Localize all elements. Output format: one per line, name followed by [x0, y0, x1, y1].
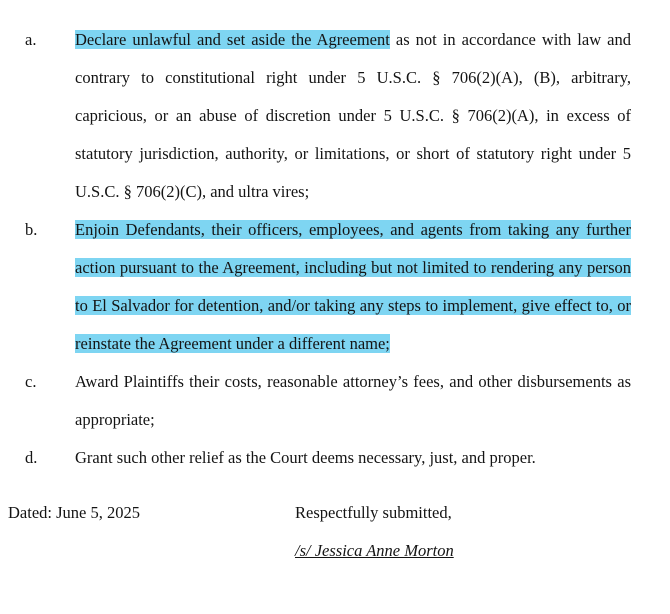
- item-label: c.: [25, 372, 37, 391]
- list-item-b: [8, 211, 631, 363]
- signature-name: /s/ Jessica Anne Morton: [295, 541, 454, 560]
- dated-line: Dated: June 5, 2025: [8, 503, 140, 522]
- item-label: b.: [25, 220, 38, 239]
- item-text: [75, 21, 631, 211]
- list-item-c: [8, 363, 631, 439]
- list-item-d: [8, 439, 631, 477]
- item-label: d.: [25, 448, 38, 467]
- plain-text: Grant such other relief as the Court deems necessary, just, and proper.: [75, 448, 536, 467]
- item-text: [75, 363, 631, 439]
- list-item-a: [8, 21, 631, 211]
- respectfully-line: Respectfully submitted,: [295, 503, 452, 522]
- signature-block: [295, 494, 454, 570]
- relief-list: [8, 21, 631, 477]
- highlighted-text: Enjoin Defendants, their officers, employees, and agents from taking any further action pursuant to the Agreement, including but not limited to rendering any person to El Salvador for detention, and/or taking any steps to implement, give effect to, or reinstate the Agreement under a different name;: [75, 220, 631, 353]
- plain-text: Award Plaintiffs their costs, reasonable attorney’s fees, and other disbursements as appropriate;: [75, 372, 631, 429]
- item-label: a.: [25, 30, 37, 49]
- item-text: [75, 439, 631, 477]
- plain-text: as not in accordance with law and contrary to constitutional right under 5 U.S.C. § 706(2)(A), (B), arbitrary, capricious, or an abuse of discretion under 5 U.S.C. § 706(2)(A), in excess of statutory jurisdiction, authority, or limitations, or short of statutory right under 5 U.S.C. § 706(2)(C), and ultra vires;: [75, 30, 631, 201]
- signature-section: [8, 494, 631, 570]
- item-text: [75, 211, 631, 363]
- highlighted-text: Declare unlawful and set aside the Agreement: [75, 30, 390, 49]
